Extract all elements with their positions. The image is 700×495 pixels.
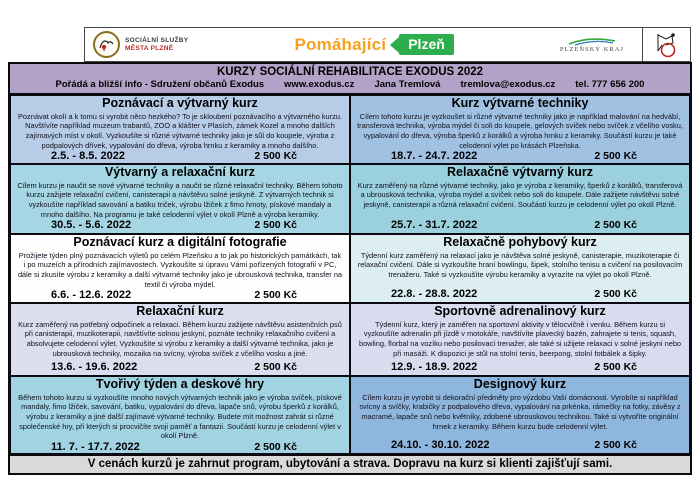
contact-info-line	[10, 79, 690, 90]
course-dates: 12.9. - 18.9. 2022	[391, 361, 478, 373]
content-frame	[8, 62, 692, 475]
course-description: Týdenní kurz, který je zaměřen na sportovní aktivity v tělocvičně i venku. Během kurzu si vyzkoušíte adrenalin při jízdě v motokáře, navštívíte plavecký bazén, zahrajete si tenis, squash, bowling, florbal na vozíku nebo posilovací trenažer, ale také si užijete relaxaci v solné jeskyni nebo při masáži. K dispozici je stůl na stolní tenis, beerpong, stolní fotbálek a šipky.	[358, 319, 682, 358]
course-title: Sportovně adrenalinový kurz	[434, 304, 606, 318]
course-title: Relaxační kurz	[136, 304, 224, 318]
course-price: 2 500 Kč	[254, 289, 297, 302]
course-dates: 24.10. - 30.10. 2022	[391, 439, 490, 451]
course-title: Relaxačně výtvarný kurz	[447, 165, 593, 179]
course-card-relaxacne-pohybovy	[350, 234, 690, 303]
course-price: 2 500 Kč	[594, 288, 637, 300]
exodus-logo-box	[642, 28, 690, 61]
course-price: 2 500 Kč	[594, 150, 637, 163]
course-card-vytvarne-techniky	[350, 95, 690, 164]
course-title: Poznávací kurz a digitální fotografie	[73, 235, 287, 249]
course-description: Kurz zaměřený na potřebný odpočinek a relaxaci. Během kurzu zažijete návštěvu asistenčních psů při canisterapii, muzikoterapii, navštívíte solnou jeskyni, poznáte techniky relaxačního cvičení a absolvujete celodenní výlet. Vyzkoušíte si výrobu z keramiky a další výtvarné technika, jako je ubrousková techniky, mozaika na svícny, výroba svíček z včelího vosku a jiné.	[18, 319, 342, 358]
course-dates: 13.6. - 19.6. 2022	[51, 361, 138, 373]
course-card-sportovne-adrenalinovy	[350, 303, 690, 376]
course-price: 2 500 Kč	[594, 219, 637, 231]
course-card-relaxacni	[10, 303, 350, 376]
plzen-word: Plzeň	[399, 34, 454, 55]
course-description: Prožijete týden plný poznávacích výletů po celém Plzeňsku a to jak po historických památkách, tak i po muzeích a přírodních zajímavostech. Vyzkoušíte si úpravu Vámi pořízených fotografií v PC, dále si zkusíte výrobu z keramiky a další výtvarné techniky jako je ubrousková technika, transfer na textil či výroba mýdel.	[17, 250, 343, 289]
course-card-tvorivy-tyden	[10, 376, 350, 454]
contact-name-text: Jana Tremlová	[374, 79, 441, 90]
socialni-sluzby-logo	[93, 31, 188, 58]
course-description: Cílem kurzu je vyrobit si dekorační předměty pro výzdobu Vaší domácnosti. Vyrobíte si například svícny a svíčky, krabičky z podpalového dřeva, vypalování na prkénka, rámečky na fotky, závěsy z macramé, lapače snů nebo květníky, zdobené ubrouskovou technikou. Také si vytvoříte originální hrnek z keramiky. Během kurzu bude celodenní výlet.	[359, 392, 681, 431]
course-price: 2 500 Kč	[594, 439, 637, 451]
course-dates: 11. 7. - 17.7. 2022	[51, 440, 140, 453]
course-card-relaxacne-vytvarny	[350, 164, 690, 234]
course-price: 2 500 Kč	[254, 361, 297, 373]
course-description: Během tohoto kurzu si vyzkoušíte mnoho nových výtvarných technik jako je výroba svíček, pískové mandaly, fimo lžiček, savování, batiku, vypalování do dřeva, lapače snů, výrobu šperků z korálků, výrobu z keramiky a jiné další zajímavé výtvarné techniky. Budete mít možnost zahrát si různé společenské hry, při kterých si procvičíte svoji paměť a fantazii. Součástí kurzu je celodenní výlet v okolí Plzně.	[18, 392, 342, 441]
course-description: Kurz zaměřený na různé výtvarné techniky, jako je výroba z keramiky, šperků z korálků, transferová a ubrousková technika, výroba mýdel a svíček nebo soli do koupele. Dále zažijete návštěvu solné jeskyně, canisterapii a různá relaxační cvičení. Součástí kurzu je celodenní výlet po okolí Plzně.	[357, 180, 683, 209]
course-title: Designový kurz	[473, 377, 567, 391]
course-price: 2 500 Kč	[254, 219, 297, 232]
course-description: Týdenní kurz zaměřený na relaxaci jako je návštěva solné jeskyně, canisterapie, muzikoterapie či relaxační cvičení. Dále si vyzkoušíte hraní bowlingu, šipek, stolního tenisu a cvičení na posilovacím trenažeru. Také si vyzkoušíte výrobu keramiky a vyrazíte na výlet po okolí Plzně.	[357, 250, 683, 279]
smp-logo-line2: MĚSTA PLZNĚ	[125, 44, 174, 52]
course-dates: 25.7. - 31.7. 2022	[391, 219, 478, 231]
title-bar	[10, 64, 690, 95]
course-price: 2 500 Kč	[594, 361, 637, 373]
phone-text: tel. 777 656 200	[575, 79, 645, 90]
logo-band-main	[85, 28, 642, 61]
kraj-label: PLZEŇSKÝ KRAJ	[559, 46, 624, 53]
course-card-digitalni-fotografie	[10, 234, 350, 303]
course-price: 2 500 Kč	[254, 440, 297, 453]
pomahajici-word: Pomáhající	[294, 34, 387, 54]
course-description: Cílem kurzu je naučit se nové výtvarné techniky a naučit se různé relaxační techniky. Během tohoto kurzu zažijete relaxační cvičení, canisterapii a návštěvu solné jeskyně. Z výtvarných technik si vyzkoušíte například savování a batiku triček, výrobu lžiček z fimo hmoty, pískové mandaly a mnoho dalšího. Na programu je také celodenní výlet v okolí Plzně a výroba keramiky.	[17, 180, 343, 219]
course-title: Relaxačně pohybový kurz	[443, 235, 597, 249]
website-text: www.exodus.cz	[284, 79, 355, 90]
green-arrow-icon	[390, 37, 399, 53]
course-card-vytvarny-relaxacni	[10, 164, 350, 234]
course-card-poznavaci-vytvarny	[10, 95, 350, 164]
course-dates: 2.5. - 8.5. 2022	[51, 150, 125, 163]
course-description: Poznávat okolí a k tomu si vyrobit něco hezkého? To je skloubení poznávacího a výtvarného kurzu. Navštívíte například muzeum trabantů, ZOO a klášter v Plasích, zámek Kozel a mnoho dalších zajímavých míst v okolí. Vyzkoušíte si různé výtvarné techniky jako je sůl do koupele, výroba z podpalových dřívek, vypalování do dřeva, výroba hrnku z keramiky a mnoho dalšího.	[17, 111, 342, 150]
course-title: Výtvarný a relaxační kurz	[104, 165, 256, 179]
course-dates: 6.6. - 12.6. 2022	[51, 289, 132, 302]
course-price: 2 500 Kč	[254, 150, 297, 163]
course-title: Poznávací a výtvarný kurz	[102, 96, 258, 110]
page-title: KURZY SOCIÁLNÍ REHABILITACE EXODUS 2022	[216, 66, 484, 78]
course-dates: 30.5. - 5.6. 2022	[51, 219, 132, 232]
logo-band	[84, 27, 691, 62]
course-dates: 18.7. - 24.7. 2022	[391, 150, 478, 163]
course-grid	[10, 95, 690, 454]
course-title: Tvořivý týden a deskové hry	[95, 377, 265, 391]
course-description: Cílem tohoto kurzu je vyzkoušet si různé výtvarné techniky jako je například malování na hedvábí, transferová technika, výroba mýdel či soli do koupele, gelových svíček nebo svíček z včelího vosku, vypalování do dřeva, výroba šperků z korálků a výroba hrnku z keramiky. Součástí kurzu je také celodenní výlet po krásách Plzeňska.	[357, 111, 683, 150]
plzensky-kraj-logo	[560, 36, 624, 53]
footer-note: V cenách kurzů je zahrnut program, ubytování a strava. Dopravu na kurz si klienti zajišťují sami.	[10, 454, 690, 473]
kraj-swoosh-icon	[563, 36, 621, 46]
smp-logo-text	[125, 37, 188, 52]
organizer-text: Pořádá a bližší info - Sdružení občanů Exodus	[55, 79, 265, 90]
course-dates: 22.8. - 28.8. 2022	[391, 288, 478, 300]
course-title: Kurz výtvarné techniky	[451, 96, 589, 110]
pomahajici-plzen-logo	[294, 34, 453, 55]
smp-emblem-icon	[93, 31, 120, 58]
course-card-designovy	[350, 376, 690, 454]
wheelchair-sketch-icon	[654, 31, 680, 59]
smp-logo-line1: SOCIÁLNÍ SLUŽBY	[125, 37, 189, 45]
email-text: tremlova@exodus.cz	[460, 79, 556, 90]
